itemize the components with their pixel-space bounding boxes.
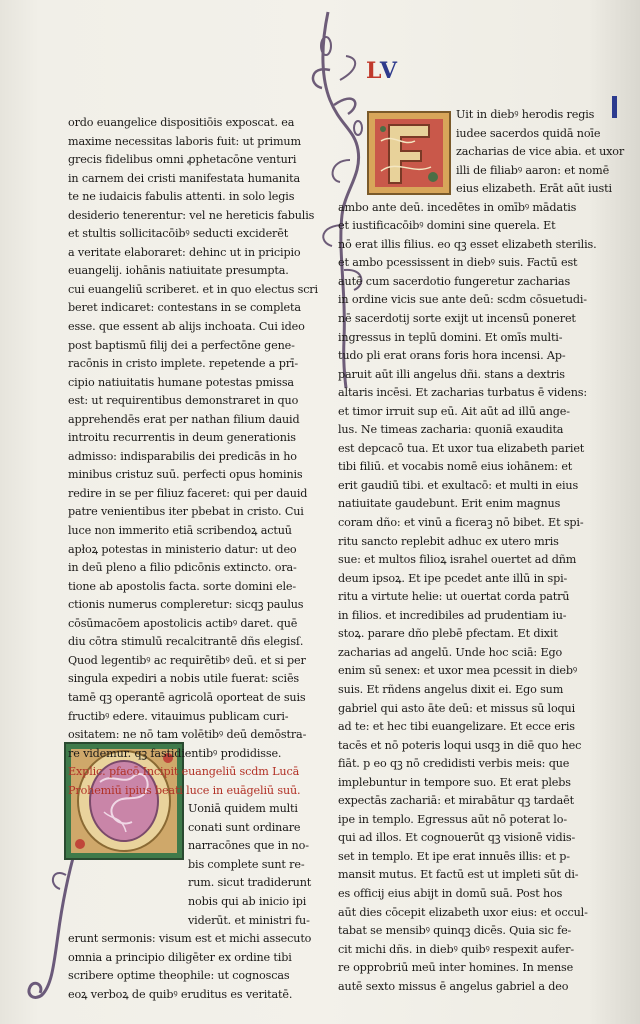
text-line: scribere optime theophile: ut cognoscas (68, 969, 290, 983)
text-line: te ne iudaicis fabulis attenti. in solo legis (68, 190, 295, 204)
text-line: ambo ante deū. incedētes in omībꝰ mādatis (338, 200, 577, 214)
text-line: singula expediri a nobis utile fuerat: sciēs (68, 672, 300, 686)
text-line: cipio natiuitatis humane potestas pmissa (68, 375, 294, 389)
text-line: cōsūmacōem apostolicis actibꝰ daret. quē (68, 616, 298, 630)
text-line: minibus cristuz suū. perfecti opus hominis (68, 468, 303, 482)
text-line: racōnis in cristo implete. repetende a prī- (68, 357, 298, 371)
text-line: Quod legentibꝰ ac requirētibꝰ deū. et si per (68, 653, 306, 667)
text-line: natiuitate gaudebunt. Erit enim magnus (338, 497, 561, 511)
text-line: re videmur. qꝫ fastidientibꝰ prodidisse. (68, 746, 282, 760)
text-line: apprehendēs erat per nathan filium dauid (68, 412, 300, 426)
text-line: Uit in diebꝰ herodis regis (456, 108, 595, 121)
text-line: in carnem dei cristi manifestata humanita (68, 171, 301, 185)
text-line: est depcacō tua. Et uxor tua elizabeth pariet (338, 441, 585, 455)
text-line: ctionis numerus compleretur: sicqꝫ paulus (68, 598, 304, 612)
text-line: enim sū senex: et uxor mea pcessit in diebꝰ (338, 664, 578, 678)
text-line: set in templo. Et ipe erat innuēs illis: et p- (338, 849, 570, 863)
text-line: ingressus in teplū domini. Et omīs multi- (338, 330, 563, 344)
text-line: luce non immerito etiā scribendoꝝ actuū (68, 524, 292, 538)
text-line: autē cum sacerdotio fungeretur zacharias (338, 274, 571, 288)
text-line: mansit mutus. Et factū est ut impleti sūt di- (338, 868, 579, 882)
text-line: euangelij. iohānis natiuitate presumpta. (68, 264, 289, 278)
text-line: post baptismū filij dei a perfectōne gene- (68, 338, 295, 352)
text-line: ordo euangelice dispositiōis exposcat. ea (68, 116, 295, 129)
text-line: grecis fidelibus omni ꝓphetacōne venturi (68, 153, 297, 167)
text-line: deum ipsoꝝ. Et ipe pcedet ante illū in spi- (338, 571, 568, 585)
text-line: tibi filiū. et vocabis nomē eius iohānem: et (338, 460, 573, 474)
text-line: est: ut requirentibus demonstraret in quo (68, 394, 299, 408)
text-line: et timor irruit sup eū. Ait aūt ad illū ange- (338, 404, 570, 418)
rubric-line: Prohemiū ipius beati luce in euāgeliū suū. (68, 783, 301, 797)
text-line: et ambo pcessissent in diebꝰ suis. Factū est (338, 256, 578, 270)
text-line: rum. sicut tradiderunt (188, 876, 312, 890)
headline-letter-1: L (366, 58, 380, 84)
text-line: erunt sermonis: visum est et michi assecuto (68, 932, 312, 946)
text-line: autē sexto missus ē angelus gabriel a deo (338, 979, 569, 993)
text-line: tione ab apostolis facta. sorte domini ele- (68, 579, 296, 593)
text-line: paruit aūt illi angelus dñi. stans a dextris (338, 367, 565, 381)
text-line: gabriel qui asto āte deū: et missus sū loqui (338, 701, 576, 715)
text-line: patre venientibus iter pbebat in cristo. Cui (68, 505, 304, 519)
text-line: ad te: et hec tibi euangelizare. Et ecce eris (338, 720, 575, 734)
text-line: eoꝝ verboꝝ de quibꝰ eruditus es veritatē. (68, 987, 293, 1001)
text-line: expectās zachariā: et mirabātur qꝫ tardaēt (338, 794, 574, 808)
text-line: stoꝝ. parare dño plebē pfectam. Et dixit (338, 627, 558, 641)
right-text-column (338, 106, 628, 996)
text-line: in filios. et incredibiles ad prudentiam iu- (338, 608, 567, 622)
text-line: re opprobriū meū inter homines. In mense (338, 961, 574, 975)
text-line: apłoꝝ potestas in ministerio datur: ut deo (68, 542, 297, 556)
text-line: nobis qui ab inicio ipi (188, 894, 307, 908)
text-line: maxime necessitas laboris fuit: ut primum (68, 134, 301, 148)
text-line: zacharias ad angelū. Unde hoc sciā: Ego (338, 645, 563, 659)
text-line: bis complete sunt re- (188, 857, 305, 871)
text-line: nō erat illis filius. eo qꝫ esset elizabeth sterilis. (338, 237, 597, 251)
text-line: et iustificacōibꝰ domini sine querela. Et (338, 219, 556, 233)
text-line: Uoniā quidem multi (188, 802, 298, 816)
text-line: beret indicaret: contestans in se completa (68, 301, 301, 315)
text-line: in deū pleno a filio pdicōnis extincto. ora- (68, 561, 297, 575)
text-line: aūt dies cōcepit elizabeth uxor eius: et occul- (338, 905, 588, 919)
text-line: erit gaudiū tibi. et exultacō: et multi in eius (338, 478, 579, 492)
text-line: in ordine vicis sue ante deū: scdm cōsuetudi- (338, 293, 587, 307)
text-line: iudee sacerdos quidā noīe (456, 126, 601, 140)
text-line: desiderio tenerentur: vel ne hereticis fabulis (68, 208, 315, 222)
text-line: ipe in templo. Egressus aūt nō poterat lo- (338, 812, 567, 826)
text-line: viderūt. et ministri fu- (188, 913, 310, 927)
text-line: illi de filiabꝰ aaron: et nomē (456, 163, 610, 177)
text-line: ositatem: ne nō tam volētibꝰ deū demōstra- (68, 728, 307, 742)
text-line: qui ad illos. Et cognouerūt qꝫ visionē vidis- (338, 831, 576, 845)
text-line: altaris incēsi. Et zacharias turbatus ē videns: (338, 386, 587, 400)
text-line: cit michi dñs. in diebꝰ quibꝰ respexit aufer- (338, 942, 574, 956)
text-line: admisso: indisparabilis dei predicās in ho (68, 449, 297, 463)
text-line: redire in se per filiuz faceret: qui per dauid (68, 486, 308, 500)
text-line: sue: et multos filioꝝ israhel ouertet ad dñm (338, 553, 577, 567)
text-line: nē sacerdotij sorte exijt ut incensū poneret (338, 312, 576, 326)
text-line: cui euangeliū scriberet. et in quo electus scri (68, 282, 318, 296)
text-line: narracōnes que in no- (188, 839, 309, 853)
text-line: lus. Ne timeas zacharia: quoniā exaudita (338, 423, 564, 437)
text-line: esse. que essent ab alijs inchoata. Cui ideo (68, 320, 305, 334)
text-line: introitu recurrentis in deum generationis (68, 431, 296, 445)
text-line: suis. Et rñdens angelus dixit ei. Ego sum (338, 682, 564, 696)
text-line: es officij eius abijt in domū suā. Post hos (338, 886, 563, 900)
text-line: tamē qꝫ operantē agricolā oporteat de suis (68, 690, 306, 704)
headline-letter-2: V (379, 58, 398, 84)
text-line: tacēs et nō poteris loqui usqꝫ in diē quo hec (338, 738, 582, 752)
left-text-column (68, 114, 322, 1004)
text-line: omnia a principio diligēter ex ordine tibi (68, 950, 292, 964)
text-line: a veritate elaboraret: dehinc ut in pricipio (68, 245, 301, 259)
text-line: fructibꝰ edere. vitauimus publicam curi- (68, 709, 289, 723)
text-line: tudo pli erat orans foris hora incensi. Ap- (338, 349, 566, 363)
text-line: ritu sancto replebit adhuc ex utero mris (338, 534, 559, 548)
text-line: diu cōtra stimulū recalcitrantē dñs elegisſ. (68, 635, 304, 649)
text-line: coram dño: et vinū a ficeraꝫ nō bibet. Et spi- (338, 516, 584, 530)
text-line: eius elizabeth. Erāt aūt iusti (456, 182, 612, 196)
rubric-line: Explic. pfacō Incipit euangeliū scdm Lucā (68, 765, 300, 779)
text-line: conati sunt ordinare (188, 820, 301, 834)
running-headline (366, 58, 398, 84)
text-line: et stultis sollicitacōibꝰ seducti exciderēt (68, 227, 289, 241)
text-line: zacharias de vice abia. et uxor (456, 145, 625, 159)
text-line: ritu a virtute helie: ut ouertat corda patrū (338, 590, 570, 604)
text-line: tabat se mensibꝰ quinqꝫ dicēs. Quia sic fe- (338, 924, 572, 938)
text-line: fiāt. p eo qꝫ nō credidisti verbis meis: que (338, 757, 570, 771)
text-line: implebuntur in tempore suo. Et erat plebs (338, 775, 571, 789)
